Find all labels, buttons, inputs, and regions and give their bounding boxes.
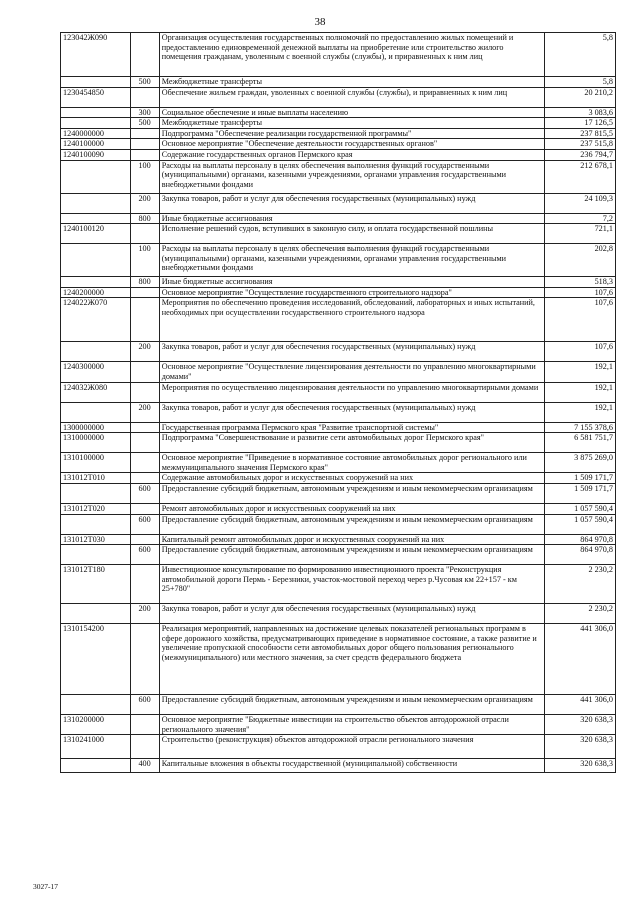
amount-cell: 107,6 bbox=[545, 298, 616, 342]
expense-type-cell: 600 bbox=[130, 695, 159, 715]
table-row bbox=[61, 33, 616, 77]
amount-cell: 7 155 378,6 bbox=[545, 422, 616, 433]
table-row bbox=[61, 624, 616, 695]
table-row bbox=[61, 433, 616, 453]
item-name-cell: Закупка товаров, работ и услуг для обеспечения государственных (муниципальных) нужд bbox=[159, 342, 545, 362]
item-name-cell: Подпрограмма "Совершенствование и развитие сети автомобильных дорог Пермского края" bbox=[159, 433, 545, 453]
code-cell: 1240100090 bbox=[61, 149, 131, 160]
item-name-cell: Инвестиционное консультирование по формированию инвестиционного проекта "Реконструкция автомобильной дороги Пермь - Березники, участок-мостовой переход через р.Чусовая км 22+157 - км 25+780" bbox=[159, 565, 545, 604]
code-cell bbox=[61, 118, 131, 129]
code-cell: 1310200000 bbox=[61, 715, 131, 735]
table-row bbox=[61, 402, 616, 422]
code-cell: 1240100000 bbox=[61, 139, 131, 150]
table-row bbox=[61, 139, 616, 150]
table-row bbox=[61, 534, 616, 545]
table-row bbox=[61, 87, 616, 107]
table-row bbox=[61, 453, 616, 473]
item-name-cell: Мероприятия по обеспечению проведения исследований, обследований, лабораторных и иных испытаний, необходимых при осуществлении государственного строительного надзора bbox=[159, 298, 545, 342]
item-name-cell: Предоставление субсидий бюджетным, автономным учреждениям и иным некоммерческим организациям bbox=[159, 545, 545, 565]
item-name-cell: Закупка товаров, работ и услуг для обеспечения государственных (муниципальных) нужд bbox=[159, 604, 545, 624]
table-row bbox=[61, 604, 616, 624]
expense-type-cell bbox=[130, 473, 159, 484]
amount-cell: 7,2 bbox=[545, 213, 616, 224]
item-name-cell: Мероприятия по осуществлению лицензирования деятельности по управлению многоквартирными домами bbox=[159, 382, 545, 402]
table-row bbox=[61, 735, 616, 759]
item-name-cell: Закупка товаров, работ и услуг для обеспечения государственных (муниципальных) нужд bbox=[159, 193, 545, 213]
amount-cell: 237 515,8 bbox=[545, 139, 616, 150]
table-row bbox=[61, 715, 616, 735]
expense-type-cell: 600 bbox=[130, 483, 159, 503]
amount-cell: 3 875 269,0 bbox=[545, 453, 616, 473]
expense-type-cell: 500 bbox=[130, 118, 159, 129]
amount-cell: 518,3 bbox=[545, 277, 616, 288]
table-row bbox=[61, 695, 616, 715]
item-name-cell: Исполнение решений судов, вступивших в законную силу, и оплата государственной пошлины bbox=[159, 224, 545, 244]
code-cell: 131012Т020 bbox=[61, 503, 131, 514]
amount-cell: 1 057 590,4 bbox=[545, 503, 616, 514]
expense-type-cell: 100 bbox=[130, 244, 159, 277]
expense-type-cell bbox=[130, 362, 159, 382]
code-cell: 1240200000 bbox=[61, 287, 131, 298]
code-cell: 1310100000 bbox=[61, 453, 131, 473]
table-row bbox=[61, 545, 616, 565]
table-row bbox=[61, 565, 616, 604]
expense-type-cell bbox=[130, 422, 159, 433]
item-name-cell: Расходы на выплаты персоналу в целях обеспечения выполнения функций государственными (муниципальными) органами, казенными учреждениями, органами управления государственными внебюджетными фондами bbox=[159, 244, 545, 277]
table-row bbox=[61, 224, 616, 244]
table-row bbox=[61, 342, 616, 362]
item-name-cell: Предоставление субсидий бюджетным, автономным учреждениям и иным некоммерческим организациям bbox=[159, 514, 545, 534]
table-row bbox=[61, 503, 616, 514]
expense-type-cell bbox=[130, 382, 159, 402]
expense-type-cell bbox=[130, 298, 159, 342]
amount-cell: 202,8 bbox=[545, 244, 616, 277]
amount-cell: 1 509 171,7 bbox=[545, 473, 616, 484]
expense-type-cell: 600 bbox=[130, 545, 159, 565]
amount-cell: 24 109,3 bbox=[545, 193, 616, 213]
expense-type-cell: 800 bbox=[130, 277, 159, 288]
code-cell bbox=[61, 545, 131, 565]
code-cell: 1240100120 bbox=[61, 224, 131, 244]
code-cell bbox=[61, 277, 131, 288]
item-name-cell: Основное мероприятие "Приведение в нормативное состояние автомобильных дорог регионального или межмуниципального значения Пермского края" bbox=[159, 453, 545, 473]
code-cell bbox=[61, 604, 131, 624]
amount-cell: 6 581 751,7 bbox=[545, 433, 616, 453]
table-row bbox=[61, 382, 616, 402]
code-cell: 1240300000 bbox=[61, 362, 131, 382]
item-name-cell: Межбюджетные трансферты bbox=[159, 118, 545, 129]
item-name-cell: Иные бюджетные ассигнования bbox=[159, 277, 545, 288]
amount-cell: 5,8 bbox=[545, 33, 616, 77]
amount-cell: 237 815,5 bbox=[545, 128, 616, 139]
table-row bbox=[61, 160, 616, 193]
footer-code: 3027-17 bbox=[33, 882, 58, 891]
amount-cell: 320 638,3 bbox=[545, 759, 616, 773]
amount-cell: 5,8 bbox=[545, 77, 616, 88]
amount-cell: 1 509 171,7 bbox=[545, 483, 616, 503]
code-cell bbox=[61, 759, 131, 773]
expense-type-cell: 500 bbox=[130, 77, 159, 88]
item-name-cell: Основное мероприятие "Осуществление государственного строительного надзора" bbox=[159, 287, 545, 298]
amount-cell: 192,1 bbox=[545, 382, 616, 402]
expense-type-cell: 800 bbox=[130, 213, 159, 224]
amount-cell: 320 638,3 bbox=[545, 735, 616, 759]
code-cell: 1300000000 bbox=[61, 422, 131, 433]
expense-type-cell: 200 bbox=[130, 193, 159, 213]
amount-cell: 212 678,1 bbox=[545, 160, 616, 193]
expense-type-cell bbox=[130, 624, 159, 695]
expense-type-cell bbox=[130, 224, 159, 244]
table-row bbox=[61, 213, 616, 224]
code-cell: 124032Ж080 bbox=[61, 382, 131, 402]
code-cell: 123042Ж090 bbox=[61, 33, 131, 77]
amount-cell: 864 970,8 bbox=[545, 545, 616, 565]
item-name-cell: Содержание государственных органов Пермского края bbox=[159, 149, 545, 160]
item-name-cell: Государственная программа Пермского края "Развитие транспортной системы" bbox=[159, 422, 545, 433]
code-cell bbox=[61, 160, 131, 193]
item-name-cell: Обеспечение жильем граждан, уволенных с военной службы (службы), и приравненных к ним лиц bbox=[159, 87, 545, 107]
expense-type-cell: 200 bbox=[130, 604, 159, 624]
amount-cell: 721,1 bbox=[545, 224, 616, 244]
table-row bbox=[61, 107, 616, 118]
item-name-cell: Капитальные вложения в объекты государственной (муниципальной) собственности bbox=[159, 759, 545, 773]
table-row bbox=[61, 298, 616, 342]
table-row bbox=[61, 514, 616, 534]
code-cell bbox=[61, 244, 131, 277]
expense-type-cell bbox=[130, 453, 159, 473]
table-row bbox=[61, 483, 616, 503]
code-cell bbox=[61, 213, 131, 224]
expense-type-cell bbox=[130, 128, 159, 139]
amount-cell: 441 306,0 bbox=[545, 624, 616, 695]
amount-cell: 3 083,6 bbox=[545, 107, 616, 118]
table-row bbox=[61, 77, 616, 88]
expense-type-cell bbox=[130, 735, 159, 759]
table-row bbox=[61, 244, 616, 277]
table-row bbox=[61, 759, 616, 773]
expense-type-cell: 400 bbox=[130, 759, 159, 773]
expense-type-cell: 200 bbox=[130, 342, 159, 362]
item-name-cell: Основное мероприятие "Осуществление лицензирования деятельности по управлению многоквартирными домами" bbox=[159, 362, 545, 382]
amount-cell: 107,6 bbox=[545, 287, 616, 298]
code-cell bbox=[61, 193, 131, 213]
item-name-cell: Основное мероприятие "Бюджетные инвестиции на строительство объектов автодорожной отрасли регионального значения" bbox=[159, 715, 545, 735]
amount-cell: 320 638,3 bbox=[545, 715, 616, 735]
expense-type-cell: 200 bbox=[130, 402, 159, 422]
table-row bbox=[61, 118, 616, 129]
budget-table-body bbox=[61, 33, 616, 773]
expense-type-cell bbox=[130, 139, 159, 150]
expense-type-cell bbox=[130, 565, 159, 604]
item-name-cell: Подпрограмма "Обеспечение реализации государственной программы" bbox=[159, 128, 545, 139]
amount-cell: 1 057 590,4 bbox=[545, 514, 616, 534]
amount-cell: 107,6 bbox=[545, 342, 616, 362]
item-name-cell: Капитальный ремонт автомобильных дорог и искусственных сооружений на них bbox=[159, 534, 545, 545]
table-row bbox=[61, 193, 616, 213]
item-name-cell: Закупка товаров, работ и услуг для обеспечения государственных (муниципальных) нужд bbox=[159, 402, 545, 422]
item-name-cell: Ремонт автомобильных дорог и искусственных сооружений на них bbox=[159, 503, 545, 514]
item-name-cell: Социальное обеспечение и иные выплаты населению bbox=[159, 107, 545, 118]
code-cell: 1310241000 bbox=[61, 735, 131, 759]
table-row bbox=[61, 422, 616, 433]
amount-cell: 20 210,2 bbox=[545, 87, 616, 107]
code-cell: 1310000000 bbox=[61, 433, 131, 453]
amount-cell: 441 306,0 bbox=[545, 695, 616, 715]
table-row bbox=[61, 287, 616, 298]
amount-cell: 192,1 bbox=[545, 362, 616, 382]
code-cell: 131012Т030 bbox=[61, 534, 131, 545]
expense-type-cell bbox=[130, 33, 159, 77]
item-name-cell: Основное мероприятие "Обеспечение деятельности государственных органов" bbox=[159, 139, 545, 150]
item-name-cell: Строительство (реконструкция) объектов автодорожной отрасли регионального значения bbox=[159, 735, 545, 759]
expense-type-cell bbox=[130, 433, 159, 453]
code-cell bbox=[61, 483, 131, 503]
expense-type-cell: 100 bbox=[130, 160, 159, 193]
amount-cell: 236 794,7 bbox=[545, 149, 616, 160]
item-name-cell: Реализация мероприятий, направленных на достижение целевых показателей региональных программ в сфере дорожного хозяйства, предусматривающих приведение в нормативное состояние, а также развитие и увеличение пропускной способности сети автомобильных дорог общего пользования регионального (межмуниципального) или местного значения, за счет средств федерального бюджета bbox=[159, 624, 545, 695]
table-row bbox=[61, 149, 616, 160]
code-cell bbox=[61, 514, 131, 534]
page-number: 38 bbox=[314, 16, 326, 28]
item-name-cell: Расходы на выплаты персоналу в целях обеспечения выполнения функций государственными (муниципальными) органами, казенными учреждениями, органами управления государственными внебюджетными фондами bbox=[159, 160, 545, 193]
code-cell bbox=[61, 107, 131, 118]
budget-table bbox=[60, 32, 616, 773]
code-cell: 124022Ж070 bbox=[61, 298, 131, 342]
item-name-cell: Межбюджетные трансферты bbox=[159, 77, 545, 88]
item-name-cell: Предоставление субсидий бюджетным, автономным учреждениям и иным некоммерческим организациям bbox=[159, 483, 545, 503]
code-cell bbox=[61, 402, 131, 422]
expense-type-cell: 600 bbox=[130, 514, 159, 534]
amount-cell: 2 230,2 bbox=[545, 604, 616, 624]
amount-cell: 17 126,5 bbox=[545, 118, 616, 129]
expense-type-cell bbox=[130, 503, 159, 514]
expense-type-cell: 300 bbox=[130, 107, 159, 118]
code-cell: 131012Т010 bbox=[61, 473, 131, 484]
table-row bbox=[61, 473, 616, 484]
code-cell bbox=[61, 77, 131, 88]
item-name-cell: Предоставление субсидий бюджетным, автономным учреждениям и иным некоммерческим организациям bbox=[159, 695, 545, 715]
amount-cell: 192,1 bbox=[545, 402, 616, 422]
expense-type-cell bbox=[130, 149, 159, 160]
code-cell: 1230454850 bbox=[61, 87, 131, 107]
item-name-cell: Содержание автомобильных дорог и искусственных сооружений на них bbox=[159, 473, 545, 484]
table-row bbox=[61, 362, 616, 382]
item-name-cell: Иные бюджетные ассигнования bbox=[159, 213, 545, 224]
table-row bbox=[61, 128, 616, 139]
code-cell: 131012Т180 bbox=[61, 565, 131, 604]
code-cell: 1310154200 bbox=[61, 624, 131, 695]
expense-type-cell bbox=[130, 287, 159, 298]
code-cell: 1240000000 bbox=[61, 128, 131, 139]
code-cell bbox=[61, 695, 131, 715]
amount-cell: 2 230,2 bbox=[545, 565, 616, 604]
table-row bbox=[61, 277, 616, 288]
amount-cell: 864 970,8 bbox=[545, 534, 616, 545]
code-cell bbox=[61, 342, 131, 362]
expense-type-cell bbox=[130, 715, 159, 735]
item-name-cell: Организация осуществления государственных полномочий по предоставлению жилых помещений и предоставлению единовременной денежной выплаты на приобретение или строительство жилого помещения гражданам, уволенным с военной службы (службы), и приравненных к ним лиц bbox=[159, 33, 545, 77]
expense-type-cell bbox=[130, 87, 159, 107]
expense-type-cell bbox=[130, 534, 159, 545]
